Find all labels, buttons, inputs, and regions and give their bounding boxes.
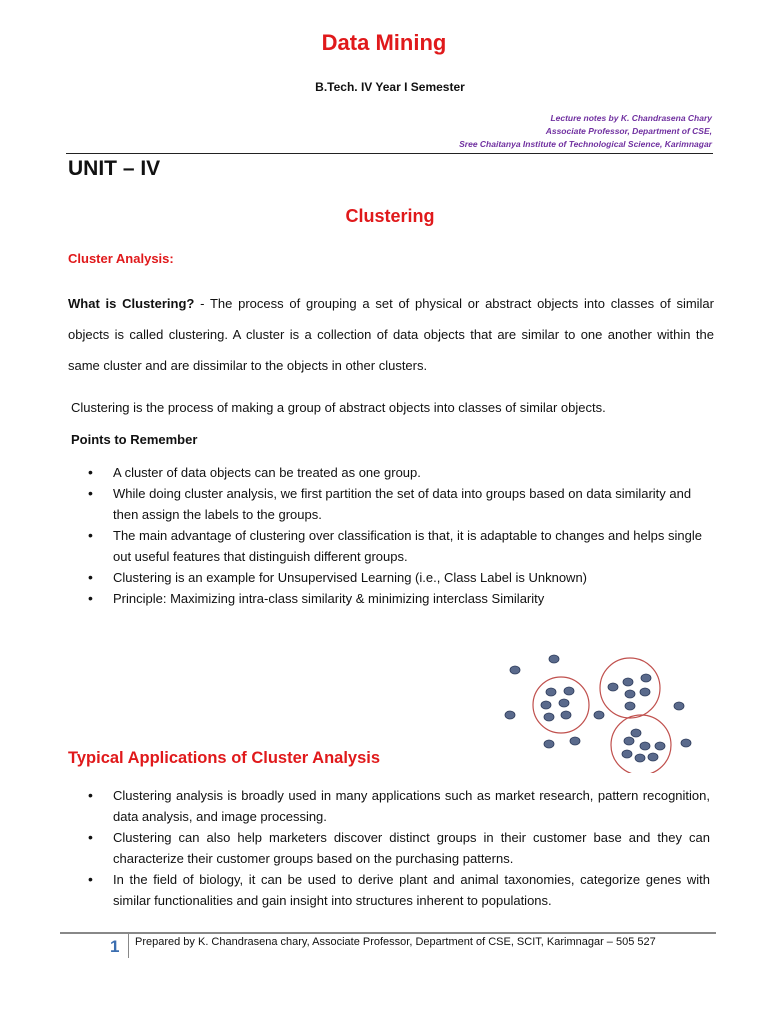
- footer-text: Prepared by K. Chandrasena chary, Associate Professor, Department of CSE, SCIT, Karimnagar – 505 527: [135, 936, 656, 948]
- list-item: • While doing cluster analysis, we first partition the set of data into groups based on data similarity and then assign the labels to the groups.: [88, 483, 710, 525]
- intro-term: What is Clustering?: [68, 296, 195, 311]
- data-point: [631, 729, 641, 737]
- data-point: [681, 739, 691, 747]
- lecture-credits: [459, 112, 712, 151]
- footer-divider: [60, 932, 716, 934]
- footer-separator: [128, 934, 129, 958]
- data-point: [648, 753, 658, 761]
- document-title: Data Mining: [321, 30, 447, 55]
- page-number: 1: [110, 937, 120, 956]
- data-point: [559, 699, 569, 707]
- list-item: • A cluster of data objects can be treated as one group.: [88, 462, 710, 483]
- definition-line: Clustering is the process of making a group of abstract objects into classes of similar objects.: [71, 400, 606, 415]
- data-point: [640, 688, 650, 696]
- data-point: [549, 655, 559, 663]
- data-point: [640, 742, 650, 750]
- applications-heading: Typical Applications of Cluster Analysis: [68, 749, 381, 767]
- data-point: [564, 687, 574, 695]
- data-point: [546, 688, 556, 696]
- data-point: [635, 754, 645, 762]
- list-item: • In the field of biology, it can be used to derive plant and animal taxonomies, categorize genes with similar functionalities and gain insight into structures inherent to populations.: [88, 869, 710, 911]
- data-point: [594, 711, 604, 719]
- data-point: [570, 737, 580, 745]
- list-item: • Principle: Maximizing intra-class similarity & minimizing interclass Similarity: [88, 588, 710, 609]
- list-item: • Clustering can also help marketers discover distinct groups in their customer base and they can characterize their customer groups based on the purchasing patterns.: [88, 827, 710, 869]
- credit-line: Sree Chaitanya Institute of Technological Science, Karimnagar: [459, 139, 712, 149]
- data-point: [625, 702, 635, 710]
- unit-heading: UNIT – IV: [68, 157, 161, 180]
- data-point: [505, 711, 515, 719]
- data-point: [625, 690, 635, 698]
- data-point: [641, 674, 651, 682]
- data-point: [561, 711, 571, 719]
- intro-text: - The process of grouping a set of physical or abstract objects into classes of similar objects is called clustering. A cluster is a collection of data objects that are similar to one another within the same cluster and are dissimilar to the objects in other clusters.: [68, 296, 714, 373]
- data-point: [544, 740, 554, 748]
- data-point: [674, 702, 684, 710]
- points-list: [88, 462, 710, 609]
- cluster-illustration: [490, 648, 700, 773]
- intro-paragraph: [68, 288, 714, 381]
- list-item: • Clustering analysis is broadly used in many applications such as market research, pattern recognition, data analysis, and image processing.: [88, 785, 710, 827]
- data-point: [541, 701, 551, 709]
- data-point: [510, 666, 520, 674]
- points-heading: Points to Remember: [71, 432, 198, 447]
- credit-line: Lecture notes by K. Chandrasena Chary: [550, 113, 712, 123]
- document-subtitle: B.Tech. IV Year I Semester: [315, 80, 465, 94]
- list-item: • Clustering is an example for Unsupervised Learning (i.e., Class Label is Unknown): [88, 567, 710, 588]
- data-point: [544, 713, 554, 721]
- data-point: [655, 742, 665, 750]
- data-point: [624, 737, 634, 745]
- data-point: [623, 678, 633, 686]
- cluster-analysis-heading: Cluster Analysis:: [68, 251, 174, 266]
- data-point: [622, 750, 632, 758]
- header-divider: [66, 153, 713, 154]
- credit-line: Associate Professor, Department of CSE,: [545, 126, 712, 136]
- section-title: Clustering: [345, 206, 435, 226]
- list-item: • The main advantage of clustering over classification is that, it is adaptable to changes and helps single out useful features that distinguish different groups.: [88, 525, 710, 567]
- data-point: [608, 683, 618, 691]
- applications-list: [88, 785, 710, 911]
